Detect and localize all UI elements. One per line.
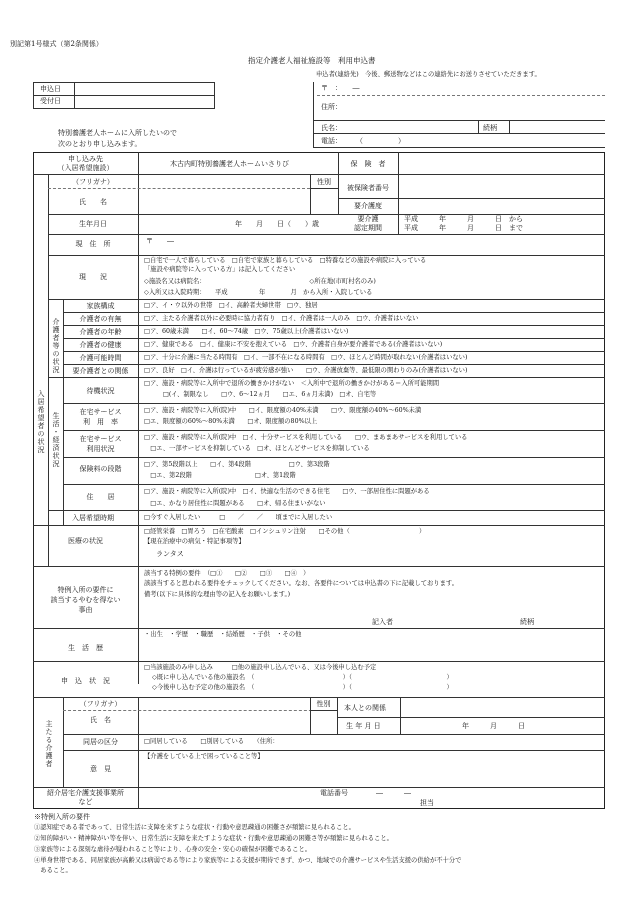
caregiver-relation-value: □ア、良好 □イ、介護は行っているが疲労感が強い □ウ、介護放棄等、最低限の関わりのみ(介護者はいない) bbox=[144, 367, 468, 374]
home-service-status-value-2: □エ、一部サービスを抑制している □オ、ほとんどサービスを抑制している bbox=[144, 445, 370, 452]
applicant-status-side: 入居希望者の状況 bbox=[37, 390, 45, 454]
caregiver-time-value: □ア、十分に介護に当たる時間有 □イ、一部不在になる時間有 □ウ、ほとんど時間が取れない(介護者はいない) bbox=[144, 354, 468, 361]
cert-to[interactable]: 平成 年 月 日 まで bbox=[404, 224, 523, 232]
status-line-1: □自宅で一人で暮らしている □自宅で家族と暮らしている □特養などの施設や病院に入っている bbox=[144, 257, 427, 264]
caregiver-name-label: 氏 名 bbox=[90, 716, 111, 724]
caregiver-health-value: □ア、健康である □イ、健康に不安を抱えている □ウ、介護者自身が要介護者である(介護者はいない) bbox=[144, 341, 443, 348]
cert-period-label: 要介護 認定期間 bbox=[354, 215, 382, 232]
life-economic-side: 生活・経済状況 bbox=[52, 412, 60, 468]
birth-value[interactable]: 年 月 日（ ）歳 bbox=[235, 220, 319, 228]
move-time-label: 入居希望時期 bbox=[72, 514, 114, 522]
caregiver-sex-label: 性別 bbox=[316, 700, 331, 708]
caregiver-health-label: 介護者の健康 bbox=[79, 341, 122, 349]
caregiver-presence-value: □ア、主たる介護者以外に必要時に協力者有り □イ、介護者は一人のみ □ウ、介護者はいない bbox=[144, 315, 419, 322]
applicant-box bbox=[313, 82, 605, 148]
agency-label: 紹介居宅介護支援事業所 など bbox=[47, 789, 124, 806]
home-service-rate-value-1: □ア、施設・病院等に入所(院)中 □イ、限度額の40%未満 □ウ、限度額の40%～60%未満 bbox=[144, 407, 422, 414]
notes-title: ※特例入所の要件 bbox=[34, 813, 90, 821]
caregiver-presence-label: 介護者の有無 bbox=[79, 315, 122, 323]
medical-label: 医療の状況 bbox=[68, 537, 103, 545]
medical-value-1: □経管栄養 □胃ろう □在宅酸素 □インシュリン注射 □その他（ ） bbox=[144, 528, 426, 535]
phone-field[interactable]: 電話： （ ） bbox=[321, 137, 405, 145]
apply-status-value-1: □当該施設のみ申し込み □他の施設申し込んでいる、又は今後申し込む予定 bbox=[144, 664, 377, 671]
premium-label: 保険料の段階 bbox=[79, 465, 122, 473]
apply-status-value-3: ◇今後申し込む予定の他の施設名 （ ）（ ） bbox=[152, 684, 453, 691]
family-value: □ア、イ・ウ以外の世帯 □イ、高齢者夫婦世帯 □ウ、独居 bbox=[144, 302, 318, 309]
premium-value-2: □エ、第2段階 □オ、第1段階 bbox=[144, 472, 296, 479]
care-level-label: 要介護度 bbox=[354, 202, 382, 210]
current-address-value[interactable]: 〒 ― bbox=[146, 237, 174, 245]
applicant-name-field[interactable]: 氏名： bbox=[321, 124, 342, 132]
relation-label: 続柄 bbox=[483, 124, 497, 132]
status-label: 現 況 bbox=[79, 273, 107, 281]
note-item-5: あること。 bbox=[34, 867, 72, 874]
accepted-date-label: 受付日 bbox=[40, 97, 61, 105]
caregiver-age-value: □ア、60歳未満 □イ、60～74歳 □ウ、75歳以上(介護者はいない) bbox=[144, 328, 349, 335]
special-value-1: 該当する特例の要件 （□① □② □③ □④ ） bbox=[144, 570, 310, 577]
recorder-relation-label: 続柄 bbox=[520, 618, 534, 626]
caregiver-furigana-label: （フリガナ） bbox=[79, 700, 122, 708]
insured-number-label: 被保険者番号 bbox=[347, 184, 389, 192]
cohabitation-value: □同居している □別居している （住所： bbox=[144, 738, 279, 745]
status-line-4: ◇入所又は入院時期： 平成 年 月 から入所・入院している bbox=[144, 289, 373, 296]
medical-value-3: ランタス bbox=[156, 550, 184, 558]
move-time-value: □今すぐ入居したい □ ／ ／ 頃までに入居したい bbox=[144, 514, 333, 521]
waiting-label: 待機状況 bbox=[86, 387, 115, 395]
premium-value-1: □ア、第5段階以上 □イ、第4段階 □ウ、第3段階 bbox=[144, 461, 330, 468]
home-service-rate-value-2: □エ、限度額の60%～80%未満 □オ、限度額の80%以上 bbox=[144, 418, 318, 425]
address-field[interactable]: 住所： bbox=[321, 103, 342, 111]
intro-text: 特別養護老人ホームに入所したいので 次のとおり申し込みます。 bbox=[58, 129, 177, 148]
medical-value-2: 【現在治療中の病気・特記事項等】 bbox=[144, 538, 245, 545]
special-value-3: 備考(以下に具体的な理由等の記入をお願いします。) bbox=[144, 591, 291, 598]
facility-value: 木古内町特別養護老人ホームいさりび bbox=[170, 160, 289, 168]
opinion-value: 【介護をしている上で困っていること等】 bbox=[144, 753, 264, 760]
facility-label: 申し込み先 （入居希望施設） bbox=[57, 155, 114, 172]
home-service-status-label: 在宅サービス 利用状況 bbox=[79, 435, 122, 453]
housing-label: 住 居 bbox=[86, 493, 115, 501]
name-label: 氏 名 bbox=[79, 198, 107, 206]
caregiver-birth-label: 生 年 月 日 bbox=[346, 722, 381, 730]
caregiver-birth-value[interactable]: 年 月 日 bbox=[462, 722, 525, 730]
housing-value-1: □ア、施設・病院等に入所(院)中 □イ、快適な生活のできる住宅 □ウ、一部居住性に問題がある bbox=[144, 488, 430, 495]
furigana-label: （フリガナ） bbox=[72, 178, 114, 186]
caregiver-time-label: 介護可能時間 bbox=[79, 354, 122, 362]
sex-label: 性別 bbox=[317, 178, 331, 186]
home-service-status-value-1: □ア、施設・病院等に入所(院)中 □イ、十分サービスを利用している □ウ、まあまあサービスを利用している bbox=[144, 434, 468, 441]
caregiver-age-label: 介護者の年齢 bbox=[79, 328, 122, 336]
special-value-2: 該該当すると思われる要件をチェックしてください。なお、各要件については申込書の下に記載しております。 bbox=[144, 580, 459, 587]
note-item-4: ④単身世帯である、同居家族が高齢又は病弱である等により家族等による支援が期待できず、かつ、地域での介護サービスや生活支援の供給が不十分で bbox=[34, 857, 462, 864]
insurer-label: 保 険 者 bbox=[350, 160, 386, 168]
received-date-label: 申込日 bbox=[40, 85, 61, 93]
main-caregiver-side: 主たる介護者 bbox=[45, 720, 53, 768]
postal-field[interactable]: 〒 ： ― bbox=[321, 84, 360, 92]
form-title: 指定介護老人福祉施設等 利用申込書 bbox=[248, 56, 376, 65]
waiting-value-2: □(イ、制限なし □ウ、6～12ヵ月 □エ、6ヵ月未満) □オ、自宅等 bbox=[144, 391, 377, 398]
agency-person: 担当 bbox=[420, 799, 434, 807]
current-address-label: 現 住 所 bbox=[75, 240, 111, 248]
receipt-box bbox=[33, 82, 215, 109]
note-item-1: ①認知症である者であって、日常生活に支障を来すような症状・行動や意思疎通の困難さが頻繁に見られること。 bbox=[34, 824, 355, 831]
caregiver-relation-to-self-label: 本人との関係 bbox=[344, 704, 386, 712]
status-line-2: 「施設や病院等に入っている方」は記入してください bbox=[144, 266, 296, 273]
cert-from[interactable]: 平成 年 月 日 から bbox=[404, 215, 523, 223]
note-item-3: ③家族等による深刻な虐待が疑われること等により、心身の安全・安心の確保が困難であること。 bbox=[34, 846, 312, 853]
family-label: 家族構成 bbox=[86, 302, 115, 310]
cohabitation-label: 同居の区分 bbox=[83, 738, 118, 746]
apply-status-label: 申 込 状 況 bbox=[61, 677, 110, 685]
note-item-2: ②知的障がい・精神障がい等を伴い、日常生活に支障を来たすような症状・行動や意思疎通の困難さ等が頻繁に見られること。 bbox=[34, 835, 393, 842]
birth-label: 生年月日 bbox=[79, 220, 107, 228]
opinion-label: 意 見 bbox=[90, 765, 111, 773]
recorder-label: 記入者 bbox=[372, 618, 393, 626]
form-number: 別記第1号様式（第2条関係） bbox=[10, 40, 103, 48]
agency-phone: 電話番号 ― ― bbox=[320, 789, 411, 797]
applicant-contact-note: 申込者(連絡先) 今後、郵送物などはこの連絡先にお送りさせていただきます。 bbox=[316, 71, 541, 78]
life-history-value: ・出生 ・学歴 ・職歴 ・結婚歴 ・子供 ・その他 bbox=[144, 631, 302, 638]
home-service-rate-label: 在宅サービス 利 用 率 bbox=[79, 408, 122, 426]
life-history-label: 生 活 歴 bbox=[68, 644, 103, 652]
caregiver-relation-label: 要介護者との関係 bbox=[72, 367, 129, 375]
housing-value-2: □エ、かなり居住性に問題がある □オ、帰る住まいがない bbox=[144, 500, 326, 507]
apply-status-value-2: ◇既に申し込んでいる他の施設名 （ ）（ ） bbox=[152, 674, 453, 681]
caregiver-status-side: 介護者等の状況 bbox=[52, 318, 60, 374]
special-reason-label: 特例入所の要件に 該当するやむを得ない 事由 bbox=[50, 586, 121, 614]
waiting-value-1: □ア、施設・病院等に入所中で退所の働きかけがない ＜入所中で退所の働きかけがある＝入所可能期間 bbox=[144, 380, 440, 387]
status-line-3: ◇施設名又は病院名： ◇所在地(市町村名のみ) bbox=[144, 278, 376, 285]
